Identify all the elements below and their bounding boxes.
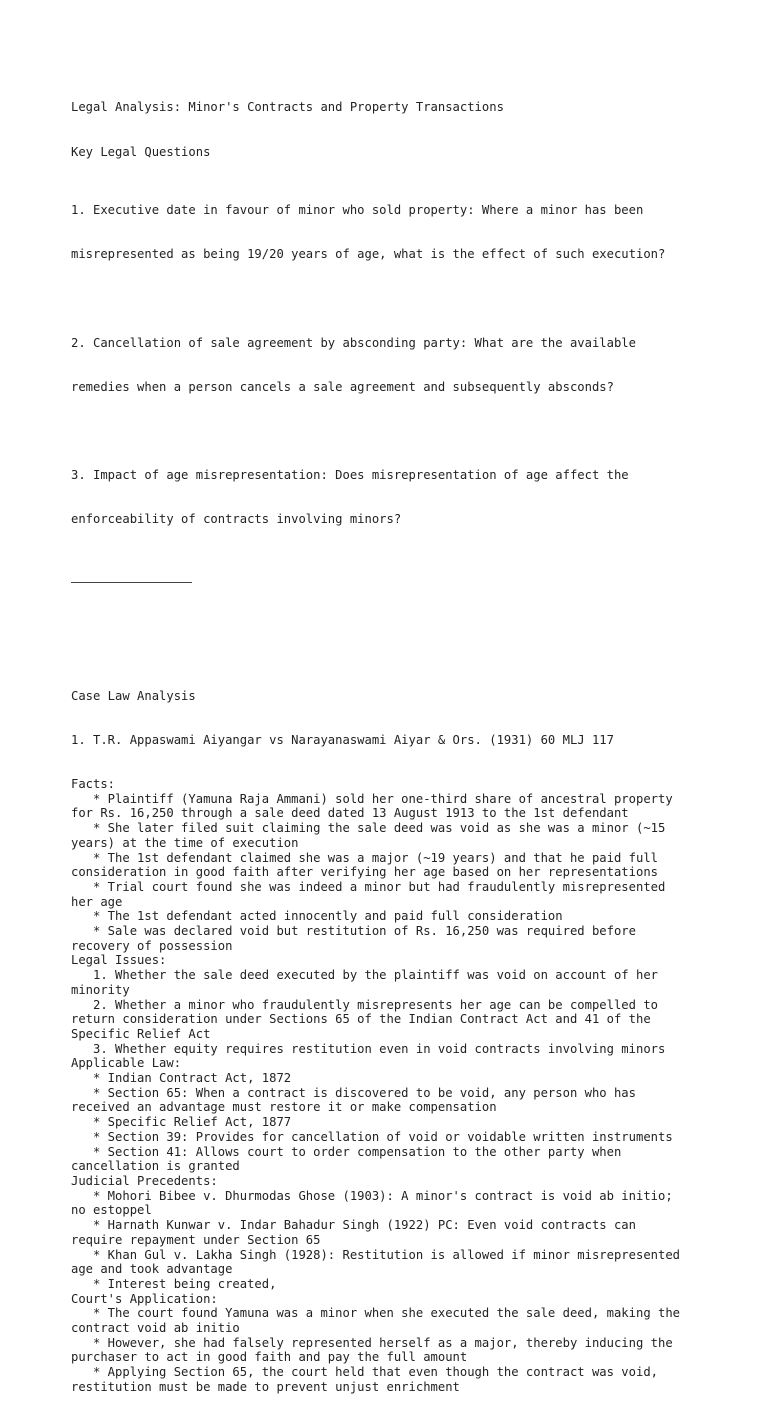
case-body-line: Applicable Law:	[71, 1056, 182, 1071]
question-1-line-1: 1. Executive date in favour of minor who sold property: Where a minor has been	[71, 203, 644, 218]
case-body	[71, 777, 721, 1395]
case-body-line: * Applying Section 65, the court held that even though the contract was void,	[71, 1365, 658, 1380]
question-1-line-2: misrepresented as being 19/20 years of age, what is the effect of such execution?	[71, 247, 666, 262]
case-body-line: 3. Whether equity requires restitution even in void contracts involving minors	[71, 1041, 666, 1056]
case-body-line: * Khan Gul v. Lakha Singh (1928): Restitution is allowed if minor misrepresented	[71, 1247, 681, 1262]
case-body-line: return consideration under Sections 65 of the Indian Contract Act and 41 of the	[71, 1012, 651, 1027]
case-body-line: no estoppel	[71, 1203, 152, 1218]
case-body-line: * Section 41: Allows court to order compensation to the other party when	[71, 1144, 622, 1159]
case-body-line: consideration in good faith after verifying her age based on her representations	[71, 865, 658, 880]
case-body-line: Facts:	[71, 777, 116, 791]
case-body-line: purchaser to act in good faith and pay the full amount	[71, 1350, 468, 1365]
case-body-line: * Indian Contract Act, 1872	[71, 1071, 292, 1086]
case-body-line: cancellation is granted	[71, 1159, 240, 1174]
case-body-line: Specific Relief Act	[71, 1026, 211, 1041]
case-body-line: * The 1st defendant claimed she was a major (~19 years) and that he paid full	[71, 850, 658, 865]
case-body-line: Court's Application:	[71, 1291, 218, 1306]
case-body-line: require repayment under Section 65	[71, 1232, 321, 1247]
case-body-line: * The court found Yamuna was a minor when she executed the sale deed, making the	[71, 1306, 681, 1321]
case-body-line: * The 1st defendant acted innocently and paid full consideration	[71, 909, 563, 924]
case-title: 1. T.R. Appaswami Aiyangar vs Narayanaswami Aiyar & Ors. (1931) 60 MLJ 117	[71, 732, 614, 747]
case-body-line: age and took advantage	[71, 1262, 233, 1277]
document-page	[71, 71, 721, 1409]
case-body-line: * Section 65: When a contract is discovered to be void, any person who has	[71, 1085, 636, 1100]
case-body-line: * Specific Relief Act, 1877	[71, 1115, 292, 1130]
case-body-line: years) at the time of execution	[71, 835, 299, 850]
case-body-line: * Trial court found she was indeed a minor but had fraudulently misrepresented	[71, 879, 666, 894]
question-3-line-1: 3. Impact of age misrepresentation: Does misrepresentation of age affect the	[71, 467, 629, 482]
section-heading-key-questions: Key Legal Questions	[71, 144, 211, 159]
case-body-line: 1. Whether the sale deed executed by the plaintiff was void on account of her	[71, 968, 658, 983]
case-body-line: * Interest being created,	[71, 1276, 277, 1291]
case-body-line: * Mohori Bibee v. Dhurmodas Ghose (1903): A minor's contract is void ab initio;	[71, 1188, 673, 1203]
case-body-line: restitution must be made to prevent unjust enrichment	[71, 1379, 460, 1394]
question-2-line-1: 2. Cancellation of sale agreement by absconding party: What are the available	[71, 335, 636, 350]
case-body-line: recovery of possession	[71, 938, 233, 953]
case-body-line: Legal Issues:	[71, 953, 167, 968]
section-heading-case-law: Case Law Analysis	[71, 688, 196, 703]
case-body-line: * She later filed suit claiming the sale deed was void as she was a minor (~15	[71, 821, 666, 836]
question-3-line-2: enforceability of contracts involving minors?	[71, 512, 402, 527]
case-body-line: * Sale was declared void but restitution of Rs. 16,250 was required before	[71, 924, 636, 939]
case-body-line: * Harnath Kunwar v. Indar Bahadur Singh (1922) PC: Even void contracts can	[71, 1218, 636, 1233]
case-body-line: received an advantage must restore it or make compensation	[71, 1100, 497, 1115]
case-body-line: * Plaintiff (Yamuna Raja Ammani) sold her one-third share of ancestral property	[71, 791, 673, 806]
horizontal-divider	[71, 582, 192, 583]
case-body-line: her age	[71, 894, 123, 909]
case-body-line: contract void ab initio	[71, 1321, 240, 1336]
case-body-line: * However, she had falsely represented herself as a major, thereby inducing the	[71, 1335, 673, 1350]
document-title: Legal Analysis: Minor's Contracts and Property Transactions	[71, 100, 504, 115]
case-body-line: minority	[71, 982, 130, 997]
case-body-line: Judicial Precedents:	[71, 1173, 218, 1188]
case-body-line: * Section 39: Provides for cancellation of void or voidable written instruments	[71, 1129, 673, 1144]
case-body-line: for Rs. 16,250 through a sale deed dated 13 August 1913 to the 1st defendant	[71, 806, 629, 821]
question-2-line-2: remedies when a person cancels a sale agreement and subsequently absconds?	[71, 379, 614, 394]
case-body-line: 2. Whether a minor who fraudulently misrepresents her age can be compelled to	[71, 997, 658, 1012]
